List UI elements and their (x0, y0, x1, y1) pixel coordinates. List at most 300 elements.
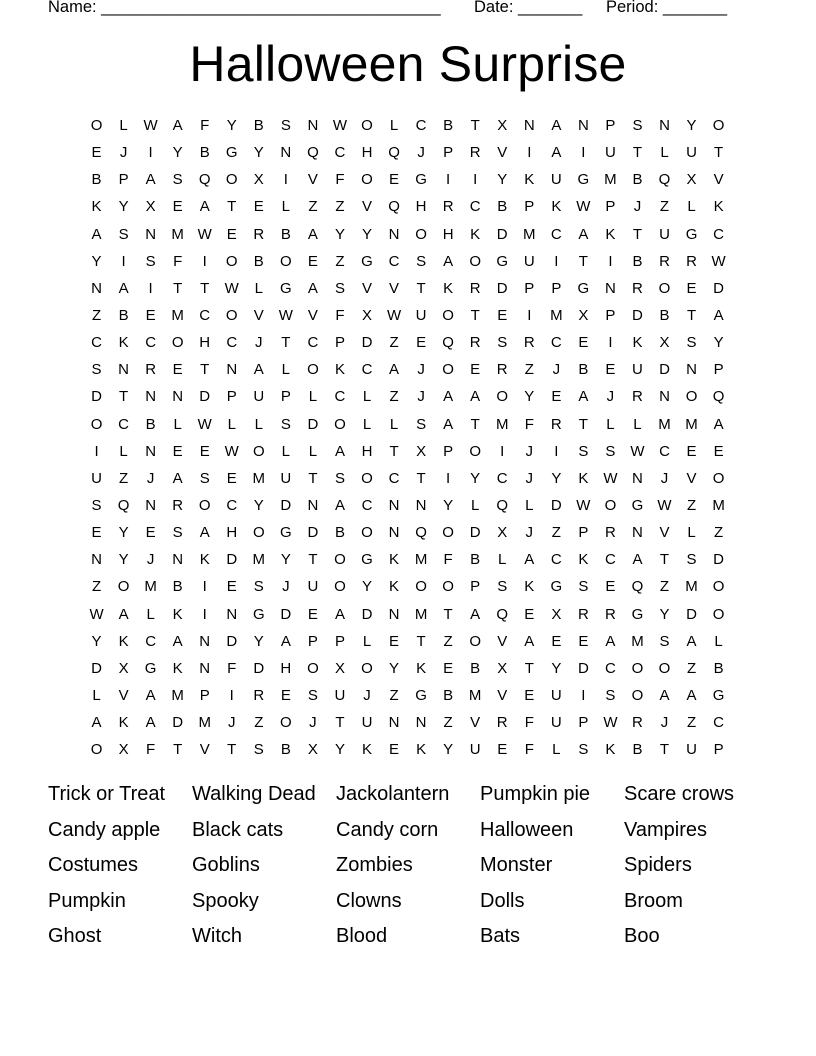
grid-cell[interactable]: S (334, 469, 345, 487)
grid-cell[interactable]: Y (713, 334, 724, 352)
grid-cell[interactable]: I (148, 279, 153, 297)
grid-cell[interactable]: K (199, 551, 210, 569)
grid-cell[interactable]: N (145, 388, 157, 406)
grid-cell[interactable]: O (631, 686, 644, 704)
grid-cell[interactable]: A (443, 252, 454, 270)
grid-cell[interactable]: W (630, 442, 645, 460)
grid-cell[interactable]: F (335, 171, 345, 189)
grid-cell[interactable]: T (200, 361, 210, 379)
grid-cell[interactable]: E (524, 686, 535, 704)
grid-cell[interactable]: R (523, 334, 535, 352)
grid-cell[interactable]: M (252, 551, 266, 569)
grid-cell[interactable]: Y (551, 469, 562, 487)
grid-cell[interactable]: U (550, 171, 562, 189)
grid-cell[interactable]: C (604, 551, 616, 569)
grid-cell[interactable]: R (632, 714, 643, 732)
grid-cell[interactable]: R (442, 198, 454, 216)
grid-cell[interactable]: L (389, 415, 399, 433)
grid-cell[interactable]: Y (659, 605, 670, 623)
grid-cell[interactable]: A (524, 632, 535, 650)
grid-cell[interactable]: R (469, 144, 481, 162)
grid-cell[interactable]: F (227, 659, 237, 677)
grid-cell[interactable]: A (713, 415, 724, 433)
grid-cell[interactable]: U (686, 741, 697, 759)
grid-cell[interactable]: K (578, 551, 589, 569)
grid-cell[interactable]: Z (686, 714, 697, 732)
grid-cell[interactable]: O (361, 171, 373, 189)
grid-cell[interactable]: C (713, 714, 725, 732)
grid-cell[interactable]: P (470, 578, 481, 596)
grid-cell[interactable]: D (361, 334, 373, 352)
grid-cell[interactable]: P (578, 714, 589, 732)
grid-cell[interactable]: S (497, 334, 508, 352)
grid-cell[interactable]: L (714, 632, 723, 650)
grid-cell[interactable]: O (361, 469, 373, 487)
grid-cell[interactable]: T (416, 279, 426, 297)
grid-cell[interactable]: Q (117, 496, 130, 514)
grid-cell[interactable]: O (469, 632, 482, 650)
grid-cell[interactable]: O (252, 442, 265, 460)
grid-cell[interactable]: J (525, 469, 534, 487)
grid-cell[interactable]: N (632, 469, 643, 487)
grid-cell[interactable]: D (199, 388, 211, 406)
grid-cell[interactable]: Y (253, 144, 264, 162)
grid-cell[interactable]: X (307, 741, 318, 759)
grid-cell[interactable]: C (361, 496, 373, 514)
grid-cell[interactable]: K (470, 225, 481, 243)
grid-cell[interactable]: A (686, 686, 697, 704)
grid-cell[interactable]: G (280, 524, 292, 542)
grid-cell[interactable]: D (496, 279, 508, 297)
grid-cell[interactable]: Y (334, 741, 345, 759)
grid-cell[interactable]: S (118, 225, 129, 243)
grid-cell[interactable]: W (603, 469, 618, 487)
grid-cell[interactable]: E (605, 361, 616, 379)
grid-cell[interactable]: N (145, 496, 157, 514)
grid-cell[interactable]: A (172, 469, 183, 487)
grid-cell[interactable]: L (254, 415, 263, 433)
grid-cell[interactable]: W (224, 279, 239, 297)
grid-cell[interactable]: A (91, 714, 102, 732)
grid-cell[interactable]: I (500, 442, 505, 460)
grid-cell[interactable]: A (443, 415, 454, 433)
grid-cell[interactable]: I (581, 144, 586, 162)
grid-cell[interactable]: A (334, 442, 345, 460)
grid-cell[interactable]: C (388, 469, 400, 487)
grid-cell[interactable]: P (307, 632, 318, 650)
grid-cell[interactable]: K (361, 741, 372, 759)
grid-cell[interactable]: N (659, 117, 670, 134)
grid-cell[interactable]: E (253, 198, 264, 216)
grid-cell[interactable]: F (524, 741, 534, 759)
grid-cell[interactable]: S (578, 442, 589, 460)
grid-cell[interactable]: A (551, 117, 562, 134)
grid-cell[interactable]: C (659, 442, 670, 460)
grid-cell[interactable]: X (145, 198, 156, 216)
grid-cell[interactable]: G (361, 551, 373, 569)
grid-cell[interactable]: R (686, 252, 697, 270)
grid-cell[interactable]: S (145, 252, 156, 270)
grid-cell[interactable]: R (496, 714, 508, 732)
grid-cell[interactable]: F (146, 741, 156, 759)
grid-cell[interactable]: C (415, 117, 427, 134)
grid-cell[interactable]: N (415, 496, 427, 514)
grid-cell[interactable]: A (686, 632, 697, 650)
grid-cell[interactable]: Q (415, 524, 427, 542)
grid-cell[interactable]: K (578, 469, 589, 487)
grid-cell[interactable]: K (443, 279, 454, 297)
grid-cell[interactable]: A (145, 171, 156, 189)
grid-cell[interactable]: L (362, 415, 372, 433)
grid-cell[interactable]: O (171, 334, 184, 352)
grid-cell[interactable]: Z (686, 496, 697, 514)
grid-cell[interactable]: O (252, 524, 265, 542)
grid-cell[interactable]: T (200, 279, 210, 297)
grid-cell[interactable]: I (527, 144, 532, 162)
grid-cell[interactable]: X (497, 659, 508, 677)
grid-cell[interactable]: T (281, 334, 291, 352)
grid-cell[interactable]: D (172, 714, 184, 732)
grid-cell[interactable]: T (524, 659, 534, 677)
grid-cell[interactable]: O (442, 524, 454, 542)
grid-cell[interactable]: L (552, 741, 561, 759)
grid-cell[interactable]: V (497, 686, 508, 704)
grid-cell[interactable]: K (416, 741, 427, 759)
grid-cell[interactable]: H (226, 524, 238, 542)
grid-cell[interactable]: E (226, 225, 237, 243)
grid-cell[interactable]: S (632, 117, 643, 134)
grid-cell[interactable]: Y (253, 632, 264, 650)
grid-cell[interactable]: W (657, 496, 672, 514)
grid-cell[interactable]: P (713, 741, 724, 759)
grid-cell[interactable]: G (415, 686, 427, 704)
grid-cell[interactable]: T (416, 469, 426, 487)
grid-cell[interactable]: Q (496, 496, 509, 514)
grid-cell[interactable]: Z (551, 524, 561, 542)
grid-cell[interactable]: O (117, 578, 130, 596)
grid-cell[interactable]: B (443, 686, 454, 704)
grid-cell[interactable]: Y (334, 225, 345, 243)
grid-cell[interactable]: E (524, 605, 535, 623)
grid-cell[interactable]: G (685, 225, 698, 243)
grid-cell[interactable]: Z (389, 686, 399, 704)
grid-cell[interactable]: S (686, 551, 697, 569)
grid-cell[interactable]: Q (388, 198, 400, 216)
grid-cell[interactable]: J (417, 361, 425, 379)
grid-cell[interactable]: R (632, 279, 643, 297)
grid-cell[interactable]: T (443, 605, 453, 623)
grid-cell[interactable]: S (253, 578, 264, 596)
grid-cell[interactable]: Y (389, 659, 400, 677)
grid-cell[interactable]: J (363, 686, 371, 704)
grid-cell[interactable]: W (278, 306, 293, 324)
grid-cell[interactable]: I (473, 171, 478, 189)
grid-cell[interactable]: R (469, 334, 481, 352)
grid-cell[interactable]: C (550, 225, 562, 243)
grid-cell[interactable]: H (199, 334, 211, 352)
grid-cell[interactable]: E (172, 361, 183, 379)
grid-cell[interactable]: B (280, 225, 291, 243)
grid-cell[interactable]: N (226, 361, 238, 379)
grid-cell[interactable]: O (658, 279, 671, 297)
grid-cell[interactable]: Z (443, 714, 453, 732)
grid-cell[interactable]: S (578, 741, 589, 759)
grid-cell[interactable]: D (226, 551, 238, 569)
grid-cell[interactable]: S (416, 252, 427, 270)
grid-cell[interactable]: E (226, 578, 237, 596)
grid-cell[interactable]: W (603, 714, 618, 732)
grid-cell[interactable]: T (308, 469, 318, 487)
grid-cell[interactable]: T (470, 415, 480, 433)
grid-cell[interactable]: V (361, 279, 372, 297)
grid-cell[interactable]: X (686, 171, 697, 189)
grid-cell[interactable]: D (226, 632, 238, 650)
grid-cell[interactable]: B (280, 741, 291, 759)
grid-cell[interactable]: B (334, 524, 345, 542)
grid-cell[interactable]: T (173, 741, 183, 759)
grid-cell[interactable]: O (658, 659, 671, 677)
grid-cell[interactable]: S (605, 686, 616, 704)
grid-cell[interactable]: X (361, 306, 372, 324)
grid-cell[interactable]: Z (714, 524, 724, 542)
grid-cell[interactable]: V (361, 198, 372, 216)
grid-cell[interactable]: Z (659, 578, 670, 596)
grid-cell[interactable]: T (686, 306, 697, 324)
grid-cell[interactable]: Y (253, 496, 264, 514)
grid-cell[interactable]: A (253, 361, 264, 379)
grid-cell[interactable]: C (199, 306, 211, 324)
grid-cell[interactable]: M (252, 469, 266, 487)
grid-cell[interactable]: T (470, 117, 480, 134)
grid-cell[interactable]: K (605, 225, 616, 243)
grid-cell[interactable]: B (91, 171, 102, 189)
grid-cell[interactable]: F (524, 714, 534, 732)
grid-cell[interactable]: Y (91, 252, 102, 270)
grid-cell[interactable]: I (581, 686, 586, 704)
grid-cell[interactable]: U (307, 578, 319, 596)
grid-cell[interactable]: M (468, 686, 482, 704)
grid-cell[interactable]: O (198, 496, 211, 514)
grid-cell[interactable]: O (225, 306, 238, 324)
grid-cell[interactable]: R (145, 361, 157, 379)
grid-cell[interactable]: Z (335, 198, 345, 216)
grid-cell[interactable]: Q (198, 171, 211, 189)
grid-cell[interactable]: W (143, 117, 158, 134)
grid-cell[interactable]: C (496, 469, 508, 487)
grid-cell[interactable]: S (334, 279, 345, 297)
grid-cell[interactable]: R (604, 524, 616, 542)
grid-cell[interactable]: J (417, 388, 425, 406)
grid-cell[interactable]: V (686, 469, 697, 487)
grid-cell[interactable]: A (605, 632, 616, 650)
grid-cell[interactable]: A (307, 225, 318, 243)
grid-cell[interactable]: A (199, 524, 210, 542)
grid-cell[interactable]: D (496, 225, 508, 243)
grid-cell[interactable]: S (659, 632, 670, 650)
grid-cell[interactable]: Z (335, 252, 345, 270)
grid-cell[interactable]: L (227, 415, 236, 433)
grid-cell[interactable]: P (524, 279, 535, 297)
grid-cell[interactable]: G (631, 605, 644, 623)
grid-cell[interactable]: A (443, 388, 454, 406)
grid-cell[interactable]: P (605, 306, 616, 324)
grid-cell[interactable]: B (632, 171, 643, 189)
grid-cell[interactable]: H (361, 144, 373, 162)
grid-cell[interactable]: T (632, 225, 643, 243)
grid-cell[interactable]: Z (524, 361, 534, 379)
grid-cell[interactable]: N (686, 361, 697, 379)
grid-cell[interactable]: N (145, 442, 157, 460)
grid-cell[interactable]: T (173, 279, 183, 297)
grid-cell[interactable]: J (606, 388, 615, 406)
grid-cell[interactable]: D (253, 659, 265, 677)
grid-cell[interactable]: A (91, 225, 102, 243)
grid-cell[interactable]: M (550, 306, 563, 324)
grid-cell[interactable]: O (496, 388, 509, 406)
grid-cell[interactable]: P (605, 198, 616, 216)
grid-cell[interactable]: J (660, 469, 669, 487)
grid-cell[interactable]: E (307, 605, 318, 623)
grid-cell[interactable]: M (604, 171, 617, 189)
grid-cell[interactable]: B (632, 252, 643, 270)
grid-cell[interactable]: E (578, 334, 589, 352)
grid-cell[interactable]: J (660, 714, 669, 732)
grid-cell[interactable]: G (361, 252, 373, 270)
grid-cell[interactable]: T (227, 198, 237, 216)
grid-cell[interactable]: K (118, 334, 129, 352)
grid-cell[interactable]: B (497, 198, 508, 216)
grid-cell[interactable]: E (551, 632, 562, 650)
grid-cell[interactable]: B (659, 306, 670, 324)
grid-cell[interactable]: J (525, 524, 534, 542)
grid-cell[interactable]: X (551, 605, 562, 623)
grid-cell[interactable]: A (145, 714, 156, 732)
grid-cell[interactable]: O (307, 361, 319, 379)
grid-cell[interactable]: D (713, 279, 725, 297)
grid-cell[interactable]: C (118, 415, 129, 433)
grid-cell[interactable]: Y (443, 741, 454, 759)
grid-cell[interactable]: O (604, 496, 617, 514)
grid-cell[interactable]: X (416, 442, 427, 460)
grid-cell[interactable]: E (145, 524, 156, 542)
grid-cell[interactable]: N (388, 605, 400, 623)
grid-cell[interactable]: V (118, 686, 129, 704)
grid-cell[interactable]: R (253, 686, 265, 704)
grid-cell[interactable]: O (361, 117, 373, 134)
grid-cell[interactable]: O (469, 252, 482, 270)
grid-cell[interactable]: X (497, 117, 508, 134)
grid-cell[interactable]: S (91, 361, 102, 379)
grid-cell[interactable]: P (524, 198, 535, 216)
grid-cell[interactable]: O (415, 225, 427, 243)
grid-cell[interactable]: U (659, 225, 670, 243)
grid-cell[interactable]: M (495, 415, 509, 433)
grid-cell[interactable]: V (659, 524, 670, 542)
grid-cell[interactable]: K (551, 198, 562, 216)
grid-cell[interactable]: R (550, 415, 562, 433)
grid-cell[interactable]: N (415, 714, 427, 732)
grid-cell[interactable]: D (280, 605, 292, 623)
grid-cell[interactable]: A (713, 306, 724, 324)
grid-cell[interactable]: Q (658, 171, 671, 189)
grid-cell[interactable]: O (225, 171, 238, 189)
grid-cell[interactable]: U (361, 714, 373, 732)
grid-cell[interactable]: A (470, 388, 481, 406)
grid-cell[interactable]: T (632, 144, 643, 162)
grid-cell[interactable]: O (361, 659, 373, 677)
grid-cell[interactable]: E (226, 469, 237, 487)
grid-cell[interactable]: A (172, 632, 183, 650)
grid-cell[interactable]: B (145, 415, 156, 433)
grid-cell[interactable]: O (361, 524, 373, 542)
grid-cell[interactable]: N (307, 496, 319, 514)
grid-cell[interactable]: Q (442, 334, 454, 352)
grid-cell[interactable]: O (712, 605, 725, 623)
grid-cell[interactable]: H (361, 442, 373, 460)
grid-cell[interactable]: G (550, 578, 563, 596)
grid-cell[interactable]: T (335, 714, 345, 732)
grid-cell[interactable]: T (308, 551, 318, 569)
grid-cell[interactable]: K (172, 659, 183, 677)
grid-cell[interactable]: A (118, 279, 129, 297)
grid-cell[interactable]: Q (307, 144, 319, 162)
grid-cell[interactable]: Y (470, 469, 481, 487)
grid-cell[interactable]: F (443, 551, 453, 569)
grid-cell[interactable]: D (632, 306, 643, 324)
grid-cell[interactable]: L (281, 198, 291, 216)
grid-cell[interactable]: N (199, 632, 211, 650)
grid-cell[interactable]: S (280, 415, 291, 433)
grid-cell[interactable]: B (470, 659, 481, 677)
grid-cell[interactable]: C (91, 334, 102, 352)
grid-cell[interactable]: E (443, 659, 454, 677)
grid-cell[interactable]: O (712, 469, 725, 487)
grid-cell[interactable]: I (202, 605, 207, 623)
grid-cell[interactable]: G (496, 252, 509, 270)
grid-cell[interactable]: A (334, 605, 345, 623)
grid-cell[interactable]: C (550, 334, 562, 352)
grid-cell[interactable]: I (527, 306, 532, 324)
grid-cell[interactable]: Y (226, 117, 237, 134)
grid-cell[interactable]: P (713, 361, 724, 379)
grid-cell[interactable]: A (334, 496, 345, 514)
grid-cell[interactable]: K (416, 659, 427, 677)
grid-cell[interactable]: Y (686, 117, 697, 134)
grid-cell[interactable]: T (416, 632, 426, 650)
grid-cell[interactable]: G (280, 279, 292, 297)
grid-cell[interactable]: V (389, 279, 400, 297)
grid-cell[interactable]: S (578, 578, 589, 596)
grid-cell[interactable]: E (389, 171, 400, 189)
grid-cell[interactable]: O (415, 578, 427, 596)
grid-cell[interactable]: K (389, 578, 400, 596)
grid-cell[interactable]: X (497, 524, 508, 542)
grid-cell[interactable]: Z (91, 306, 102, 324)
grid-cell[interactable]: D (713, 551, 725, 569)
grid-cell[interactable]: N (388, 496, 400, 514)
grid-cell[interactable]: C (334, 388, 346, 406)
grid-cell[interactable]: P (226, 388, 237, 406)
grid-cell[interactable]: B (253, 117, 264, 134)
grid-cell[interactable]: J (282, 578, 290, 596)
grid-cell[interactable]: Z (389, 388, 399, 406)
grid-cell[interactable]: O (334, 578, 346, 596)
grid-cell[interactable]: W (576, 496, 591, 514)
grid-cell[interactable]: K (334, 361, 345, 379)
grid-cell[interactable]: E (497, 741, 508, 759)
grid-cell[interactable]: R (632, 388, 643, 406)
grid-cell[interactable]: E (686, 279, 697, 297)
